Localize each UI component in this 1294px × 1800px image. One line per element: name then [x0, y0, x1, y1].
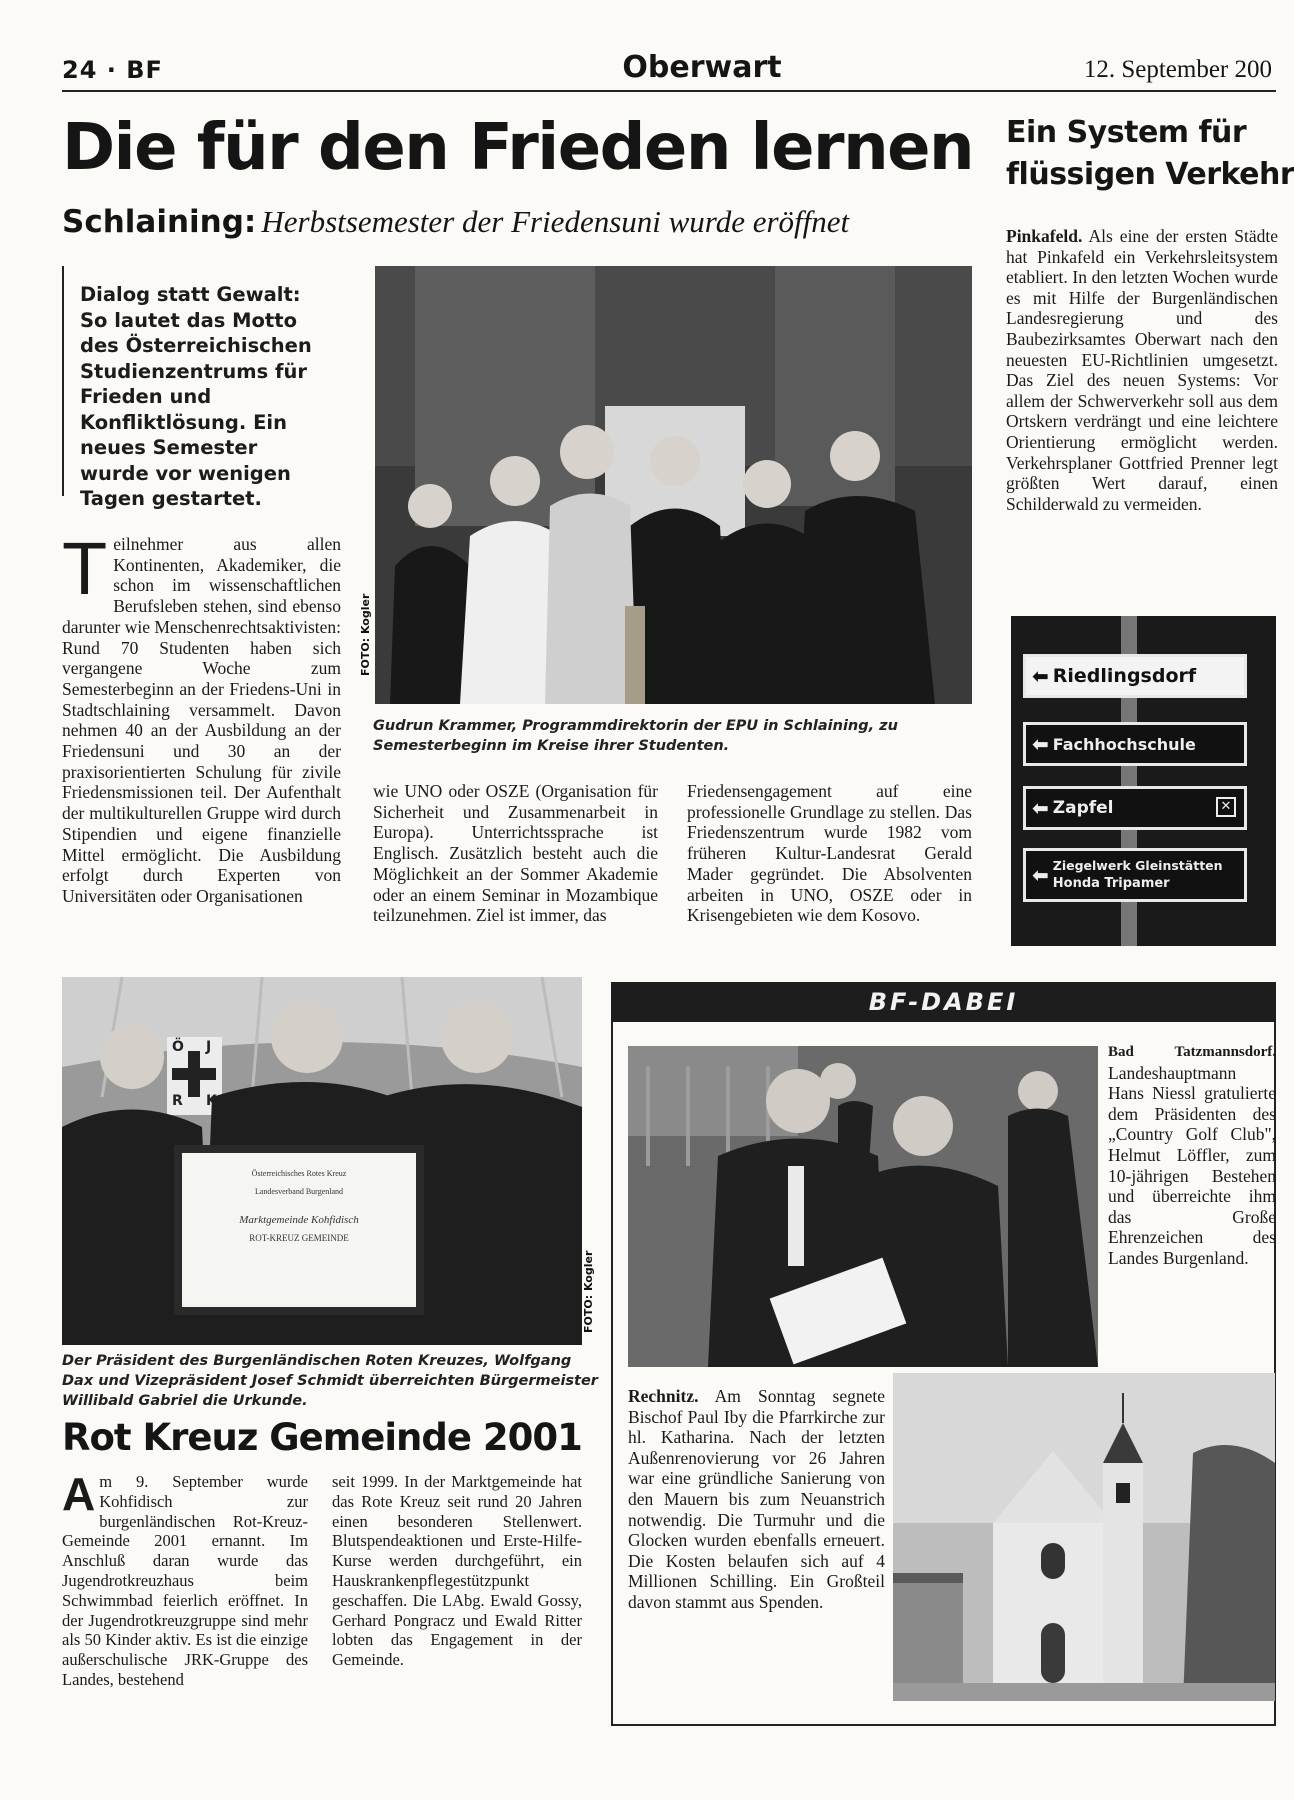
sign-label: Honda Tripamer [1052, 876, 1170, 891]
red-cross-col1-text: m 9. September wurde Kohfidisch zur burgenländischen Rot-Kreuz-Gemeinde 2001 ernannt. Im Anschluß daran wurde das Jugendrotkreuzhaus beim Schwimmbad feierlich eröffnet. In der Jugendrotkreuzgruppe sind mehr als 50 Kinder aktiv. Es ist die einzige außerschulische JRK-Gruppe des Landes, bestehend [62, 1472, 308, 1689]
issue-date: 12. September 200 [1083, 56, 1272, 83]
item1-text: Landeshauptmann Hans Niessl gratulierte dem Präsidenten des „Country Golf Club", Helmut Löffler, zum 10-jährigen Bestehen und überreichte ihm das Große Ehrenzeichen des Landes Burgenland. [1108, 1062, 1276, 1268]
red-cross-col2: seit 1999. In der Marktgemeinde hat das Rote Kreuz seit rund 20 Jahren einen besonderen Stellenwert. Blutspendeaktionen und Erste-Hilfe-Kurse werden durchgeführt, ein Hauskrankenpflegestützpunkt geschaffen. Die LAbg. Ewald Gossy, Gerhard Pongracz und Ewald Ritter lobten das Engagement in der Gemeinde. [332, 1472, 582, 1670]
article-col3: Friedensengagement auf eine professionelle Grundlage zu stellen. Das Friedenszentrum wurde 1982 vom früheren Kultur-Landesrat Gerald Mader gegründet. Die Absolventen arbeiten in UNO, OSZE oder in Krisengebieten wie dem Kosovo. [687, 781, 972, 926]
article-col2: wie UNO oder OSZE (Organisation für Sicherheit und Zusammenarbeit in Europa). Unterrichtssprache ist Englisch. Zusätzlich besteht auch die Möglichkeit an der Sommer Akademie oder an einem Seminar in Mozambique teilzunehmen. Ziel ist immer, das [373, 781, 658, 926]
tent-letter: K [206, 1093, 217, 1109]
subtitle-place: Schlaining: [62, 204, 257, 240]
arrow-left-icon: ⬅ [1032, 796, 1049, 820]
box-x-icon: ✕ [1216, 797, 1236, 817]
sidebar-text: Als eine der ersten Städte hat Pinkafeld ein Verkehrsleitsystem etabliert. In den letzten Wochen wurde es mit Hilfe der Burgenländischen Landesregierung und des Baubezirksamtes Oberwart nach den neuesten EU-Richtlinien umgesetzt. Das Ziel des neuen Systems: Vor allem der Schwerverkehr soll aus dem Ortskern verdrängt und eine leichtere Orientierung ermöglicht werden. Verkehrsplaner Gottfried Prenner legt größten Wert darauf, einen Schilderwald zu vermeiden. [1006, 226, 1278, 514]
sign-label: Fachhochschule [1052, 734, 1196, 754]
photo-signs [1011, 616, 1276, 946]
photo-red-cross [62, 977, 595, 1345]
bf-dabei-item1 [1108, 1040, 1276, 1269]
bf-dabei-title: BF-DABEI [868, 988, 1019, 1016]
page-header [62, 48, 1276, 92]
tent-letter: J [206, 1039, 212, 1055]
sign-zapfel [1023, 786, 1247, 830]
dropcap: A [62, 1468, 96, 1520]
arrow-left-icon: ⬅ [1032, 664, 1049, 688]
photo-golf-club-image [628, 1046, 1098, 1367]
page-number: 24 · BF [62, 56, 163, 84]
red-cross-title: Rot Kreuz Gemeinde 2001 [62, 1416, 582, 1459]
photo-golf-club [628, 1046, 1098, 1367]
item2-text: Am Sonntag segnete Bischof Paul Iby die Pfarrkirche zur hl. Katharina. Nach der letzten Außenrenovierung vor 26 Jahren war eine gründliche Sanierung von den Mauern bis zum Neuanstrich notwendig. Die Turmuhr und die Glocken wurden ebenfalls erneuert. Die Kosten belaufen sich auf 4 Millionen Schilling. Ein Großteil davon stammt aus Spenden. [628, 1386, 885, 1612]
dropcap: T [62, 527, 108, 610]
article-lead: Dialog statt Gewalt: So lautet das Motto des Österreichischen Studienzentrums für Frieden und Konfliktlösung. Ein neues Semester wurde vor wenigen Tagen gestartet. [80, 283, 312, 510]
arrow-left-icon: ⬅ [1032, 863, 1049, 887]
photo-caption: Gudrun Krammer, Programmdirektorin der EPU in Schlaining, zu Semesterbeginn im Kreise ihrer Studenten. [373, 718, 898, 754]
photo-church-image [893, 1373, 1275, 1701]
article-title: Die für den Frieden lernen [62, 111, 974, 185]
photo-students [359, 266, 972, 704]
item2-place: Rechnitz. [628, 1386, 699, 1406]
article-subtitle [62, 204, 849, 240]
sign-riedlingsdorf [1023, 654, 1247, 698]
bf-dabei-item2 [628, 1386, 885, 1613]
sidebar-body [1006, 226, 1278, 514]
sign-label-group [1053, 857, 1223, 893]
subtitle-text: Herbstsemester der Friedensuni wurde eröffnet [261, 204, 850, 239]
article-col1 [62, 527, 341, 964]
certificate-line: ROT-KREUZ GEMEINDE [249, 1233, 349, 1243]
header-rule [62, 90, 1276, 92]
sign-fachhochschule [1023, 722, 1247, 766]
item1-place: Bad Tatzmannsdorf. [1108, 1044, 1276, 1060]
photo-credit: FOTO: Kogler [582, 1250, 595, 1333]
sign-label: Zapfel [1052, 798, 1114, 818]
bf-dabei-banner [611, 982, 1276, 1022]
certificate-line: Landesverband Burgenland [254, 1187, 344, 1196]
arrow-left-icon: ⬅ [1032, 732, 1049, 756]
sidebar-title-line2: flüssigen Verkehr [1006, 157, 1294, 192]
red-cross-col1 [62, 1468, 308, 1690]
sidebar-title [1006, 112, 1294, 196]
photo-church [893, 1373, 1275, 1701]
tent-letter: R [172, 1093, 183, 1109]
sidebar-title-line1: Ein System für [1006, 115, 1247, 150]
sidebar-place: Pinkafeld. [1006, 226, 1083, 246]
certificate-line: Marktgemeinde Kohfidisch [239, 1214, 359, 1226]
sign-label: Ziegelwerk Gleinstätten [1052, 858, 1223, 873]
sign-ziegelwerk [1023, 848, 1247, 902]
certificate-line: Österreichisches Rotes Kreuz [251, 1169, 347, 1178]
photo-credit: FOTO: Kogler [359, 593, 372, 676]
sign-label: Riedlingsdorf [1052, 665, 1197, 687]
tent-letter: Ö [172, 1039, 184, 1055]
article-col1-text: eilnehmer aus allen Kontinenten, Akademiker, die schon im wissenschaftlichen Berufsleben stehen, sind ebenso darunter wie Menschenrechtsaktivisten: Rund 70 Studenten haben sich vergangene Woche zum Semesterbeginn an der Friedens-Uni in Stadtschlaining versammelt. Davon nehmen 40 an der Ausbildung an der Friedensuni und 30 an der praxisorientierten Schulung für zivile Friedensmissionen teil. Der Aufenthalt der multikulturellen Gruppe wird durch Stipendien und eigene finanzielle Mittel ermöglicht. Die Ausbildung erfolgt durch Experten von Universitäten oder Organisationen [62, 534, 341, 906]
certificate [182, 1157, 416, 1247]
section-title: Oberwart [622, 50, 782, 85]
red-cross-caption: Der Präsident des Burgenländischen Roten Kreuzes, Wolfgang Dax und Vizepräsident Josef Schmidt überreichten Bürgermeister Willibald Gabriel die Urkunde. [62, 1353, 598, 1409]
photo-students-image [375, 266, 972, 704]
